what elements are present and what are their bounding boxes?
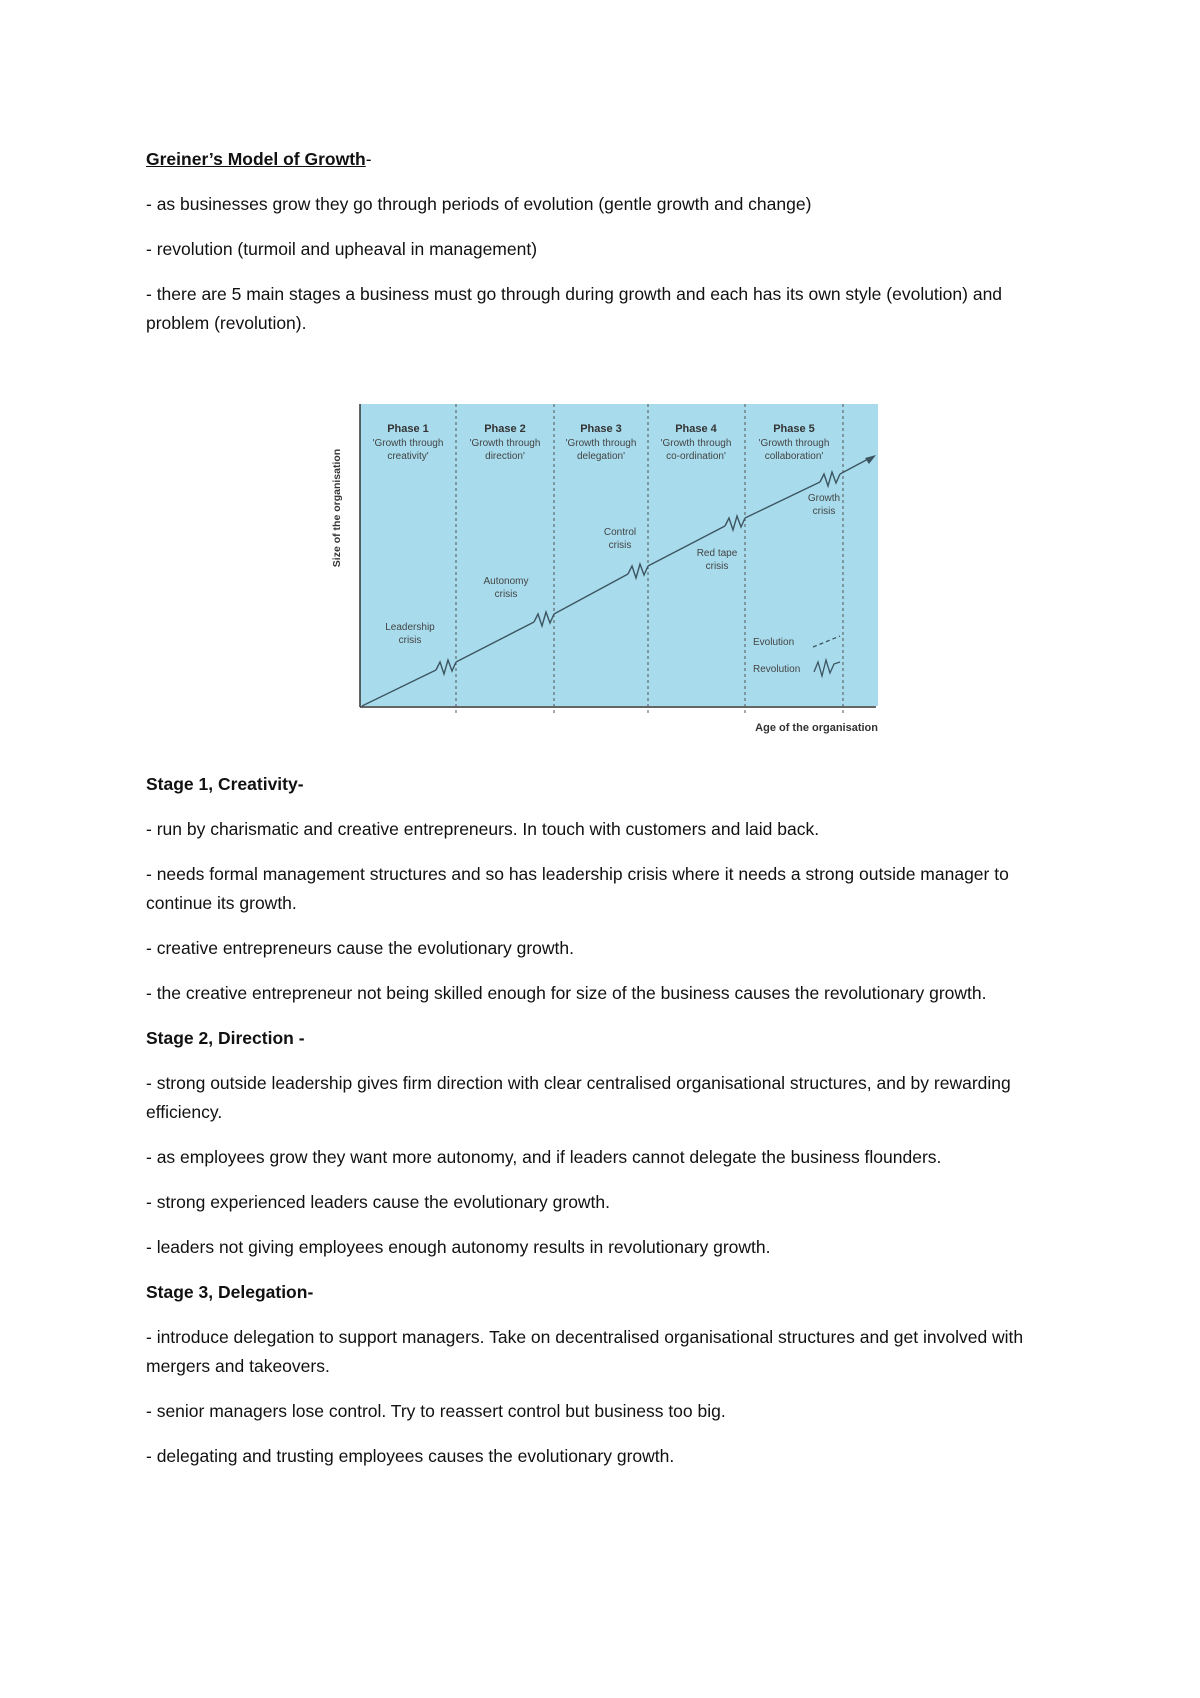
crisis-label-5: Growth: [807, 493, 841, 504]
intro-line: - there are 5 main stages a business must go through during growth and each has its own style (evolution) and problem (revolution).: [146, 284, 1003, 333]
legend-revolution-label: Revolution: [753, 664, 801, 675]
crisis-label-3: Control: [603, 527, 637, 538]
crisis-label-2: Autonomy: [483, 576, 529, 587]
stage3-heading: [146, 1278, 1066, 1307]
stage2-title: Stage 2, Direction: [146, 1028, 294, 1048]
phase-1-title: Phase 1: [387, 423, 429, 435]
phase-5-subtitle: 'Growth through: [758, 438, 830, 449]
phase-5-subtitle2: collaboration': [764, 451, 824, 462]
stage3-line: - introduce delegation to support managers. Take on decentralised organisational structures and get involved with mergers and takeovers.: [146, 1327, 1024, 1376]
chart-svg: [330, 398, 880, 738]
stage2-line: - strong outside leadership gives firm direction with clear centralised organisational structures, and by rewarding efficiency.: [146, 1073, 1011, 1122]
crisis-label-4: Red tape: [696, 548, 738, 559]
stage3-title-suffix: -: [307, 1282, 314, 1302]
phase-5-title: Phase 5: [773, 423, 815, 435]
stage1-line: - creative entrepreneurs cause the evolutionary growth.: [146, 938, 575, 958]
stage2-title-suffix: -: [293, 1028, 305, 1048]
phase-3-subtitle2: delegation': [576, 451, 626, 462]
stage1-heading: [146, 770, 1066, 799]
stage1-line: - run by charismatic and creative entrepreneurs. In touch with customers and laid back.: [146, 819, 820, 839]
stage3-line: - senior managers lose control. Try to reassert control but business too big.: [146, 1401, 726, 1421]
phase-2-subtitle: 'Growth through: [469, 438, 541, 449]
stage1-title: Stage 1, Creativity: [146, 774, 298, 794]
intro-heading: [146, 145, 1066, 174]
stage2-line: - strong experienced leaders cause the evolutionary growth.: [146, 1192, 611, 1212]
intro-section: [146, 145, 1066, 338]
stage2-heading: [146, 1024, 1066, 1053]
stage3-title: Stage 3, Delegation: [146, 1282, 308, 1302]
stage2-line: - leaders not giving employees enough autonomy results in revolutionary growth.: [146, 1237, 771, 1257]
stage1-line: - the creative entrepreneur not being skilled enough for size of the business causes the revolutionary growth.: [146, 983, 987, 1003]
phase-1-subtitle: 'Growth through: [372, 438, 444, 449]
stage2-line: - as employees grow they want more autonomy, and if leaders cannot delegate the business flounders.: [146, 1147, 942, 1167]
stage1-line: - needs formal management structures and so has leadership crisis where it needs a strong outside manager to continue its growth.: [146, 864, 1009, 913]
intro-title: Greiner’s Model of Growth: [146, 149, 366, 169]
phase-2-subtitle2: direction': [485, 451, 525, 462]
crisis-label-1b: crisis: [398, 635, 422, 646]
crisis-label-2b: crisis: [494, 589, 518, 600]
y-axis-label: Size of the organisation: [331, 448, 343, 568]
phase-3-title: Phase 3: [580, 423, 622, 435]
phase-4-title: Phase 4: [675, 423, 717, 435]
crisis-label-5b: crisis: [812, 506, 836, 517]
phase-4-subtitle: 'Growth through: [660, 438, 732, 449]
intro-line: - revolution (turmoil and upheaval in management): [146, 239, 538, 259]
stage1-title-suffix: -: [297, 774, 304, 794]
legend-evolution-label: Evolution: [753, 637, 795, 648]
stage1-section: [146, 770, 1066, 1471]
intro-title-suffix: -: [365, 149, 372, 169]
phase-3-subtitle: 'Growth through: [565, 438, 637, 449]
phase-4-subtitle2: co-ordination': [666, 451, 726, 462]
stage3-line: - delegating and trusting employees causes the evolutionary growth.: [146, 1446, 675, 1466]
plot-background: [360, 404, 878, 706]
crisis-label-1: Leadership: [385, 622, 435, 633]
intro-line: - as businesses grow they go through periods of evolution (gentle growth and change): [146, 194, 812, 214]
phase-2-title: Phase 2: [484, 423, 526, 435]
crisis-label-4b: crisis: [705, 561, 729, 572]
crisis-label-3b: crisis: [608, 540, 632, 551]
greiner-growth-chart: [330, 398, 880, 738]
phase-1-subtitle2: creativity': [387, 451, 429, 462]
x-axis-label: Age of the organisation: [755, 722, 878, 734]
